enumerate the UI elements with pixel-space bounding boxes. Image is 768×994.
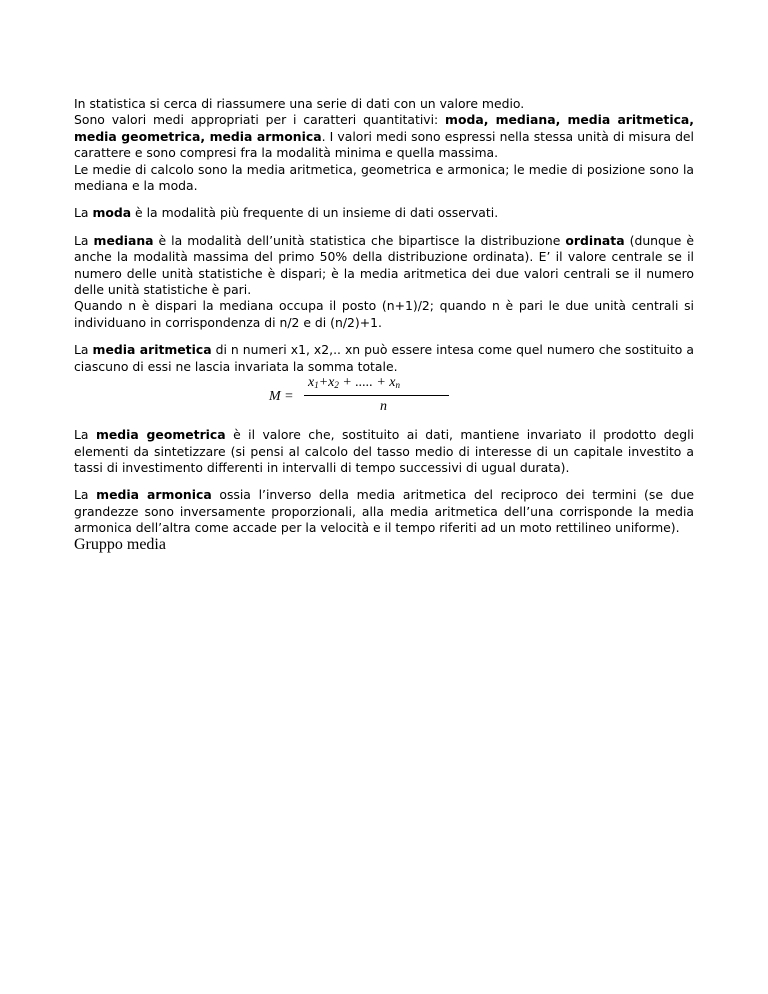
formula-numerator (308, 375, 400, 393)
formula-x1: x (308, 375, 315, 391)
intro-line-2-bold: moda, mediana, media aritmetica, media geometrica, media armonica (74, 112, 694, 144)
arithmetic-mean-formula (74, 377, 694, 423)
aritmetica-post: di n numeri x1, x2,.. xn può essere intesa come quel numero che sostituito a ciascuno di essi ne lascia invariata la somma totale. (74, 342, 695, 374)
aritmetica-term: media aritmetica (92, 342, 212, 358)
geometrica-paragraph (74, 427, 694, 476)
armonica-paragraph (74, 487, 694, 536)
intro-line-1: In statistica si cerca di riassumere una serie di dati con un valore medio. (74, 96, 525, 111)
formula-plus: + (318, 375, 329, 391)
mediana-post: (dunque è anche la modalità massima del primo 50% della distribuzione ordinata). E’ il valore centrale se il numero delle unità statistiche è dispari; è la media aritmetica dei due valori centrali se il numero delle unità statistiche è pari. (74, 232, 695, 298)
formula-dots: + ..... + (338, 375, 390, 391)
aritmetica-pre: La (74, 342, 93, 358)
formula-sub-2: 2 (334, 380, 339, 391)
intro-line-2-pre: Sono valori medi appropriati per i caratteri quantitativi: (74, 112, 446, 128)
mediana-term: mediana (93, 232, 154, 248)
formula-sub-n: n (395, 380, 401, 391)
moda-post: è la modalità più frequente di un insieme di dati osservati. (131, 205, 499, 221)
formula-sub-1: 1 (314, 380, 319, 391)
document-body (74, 96, 694, 553)
mediana-pre: La (74, 232, 94, 248)
formula-fraction-bar (304, 395, 449, 396)
geometrica-post: è il valore che, sostituito ai dati, mantiene invariato il prodotto degli elementi da sintetizzare (si pensi al calcolo del tasso medio di interesse di un capitale investito a tassi di investimento differenti in intervalli di tempo successivi di ugual durata). (74, 427, 694, 475)
formula-denominator: n (380, 399, 387, 415)
ordinata-term: ordinata (565, 232, 625, 248)
moda-term: moda (92, 205, 132, 221)
geometrica-pre: La (74, 427, 96, 443)
armonica-post: ossia l’inverso della media aritmetica del reciproco dei termini (se due grandezze sono inversamente proporzionali, alla media aritmetica dell’una corrisponde la media armonica dell’altra come accade per la velocità e il tempo riferiti ad un moto rettilineo uniforme). (74, 487, 694, 536)
armonica-pre: La (74, 487, 97, 503)
group-label: Gruppo media (74, 535, 166, 553)
geometrica-term: media geometrica (95, 427, 226, 443)
mediana-line-2: Quando n è dispari la mediana occupa il posto (n+1)/2; quando n è pari le due unità centrali si individuano in corrispondenza di n/2 e di (n/2)+1. (74, 298, 694, 330)
formula-lhs: M = (269, 389, 294, 405)
moda-pre: La (74, 205, 93, 221)
intro-paragraph (74, 96, 694, 194)
armonica-term: media armonica (96, 487, 212, 503)
aritmetica-paragraph (74, 342, 694, 375)
formula-xn: x (389, 375, 396, 391)
moda-paragraph (74, 205, 694, 221)
mediana-mid: è la modalità dell’unità statistica che bipartisce la distribuzione (153, 232, 566, 248)
mediana-paragraph (74, 233, 694, 331)
intro-line-3: Le medie di calcolo sono la media aritmetica, geometrica e armonica; le medie di posizione sono la mediana e la moda. (74, 161, 694, 194)
formula-x2: x (328, 375, 335, 391)
intro-line-2-post: . I valori medi sono espressi nella stessa unità di misura del carattere e sono compresi fra la modalità minima e quella massima. (74, 128, 694, 161)
